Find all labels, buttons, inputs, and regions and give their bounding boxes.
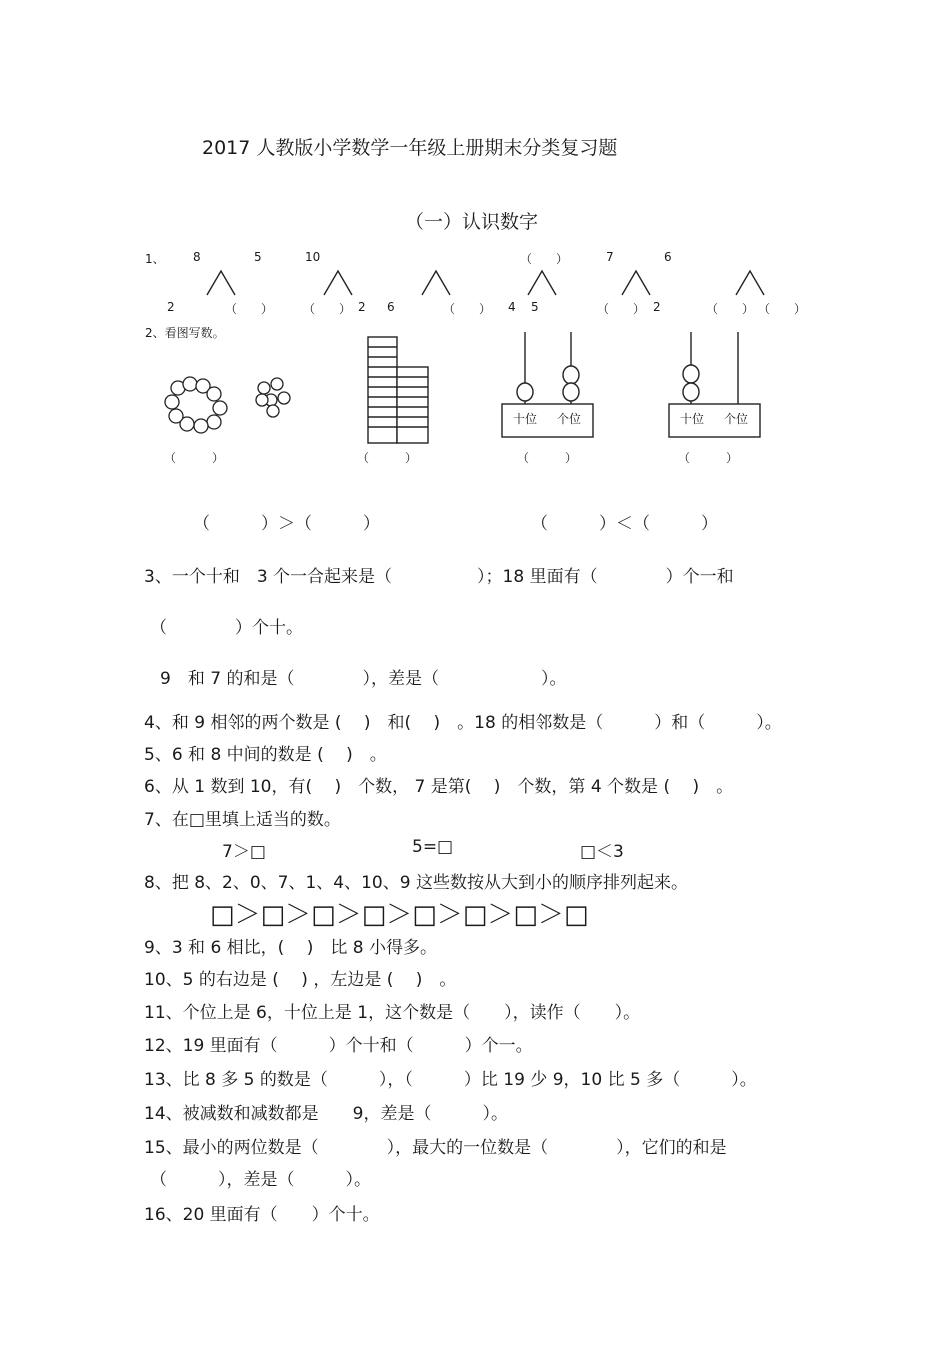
question-3c: 9 和 7 的和是（ ），差是（ ）。 [160,669,567,689]
q1-label: 1、 [145,252,165,266]
question-11: 11、个位上是 6，十位上是 1，这个数是（ ），读作（ ）。 [144,1003,641,1023]
question-15a: 15、最小的两位数是（ ），最大的一位数是（ ），它们的和是 [144,1138,727,1158]
question-7: 7、在□里填上适当的数。 [144,810,341,830]
abacus-2-tens-label: 十位 [680,412,705,426]
q1-bottom-blank-5[interactable]: （ ） [706,302,755,316]
question-7-c[interactable]: □＜3 [580,842,624,862]
q1-top-6: 6 [664,250,672,264]
question-9: 9、3 和 6 相比，( ) 比 8 小得多。 [144,938,437,958]
section-title: （一）认识数字 [405,211,539,233]
branch-4 [528,271,556,295]
q2-blank-1[interactable]: （ ） [164,451,225,465]
q1-top-4[interactable]: （ ） [520,252,569,266]
branch-5 [622,271,650,295]
q1-bottom-val-5: 5 [531,300,539,314]
question-12: 12、19 里面有（ ）个十和（ ）个一。 [144,1036,533,1056]
branch-6 [736,271,764,295]
q1-bottom-val-6: 6 [387,300,395,314]
question-7-a[interactable]: 7＞□ [222,842,266,862]
question-15b: （ ），差是（ ）。 [150,1170,371,1190]
question-16: 16、20 里面有（ ）个十。 [144,1205,380,1225]
q1-top-3: 10 [305,250,321,264]
question-13: 13、比 8 多 5 的数是（ ），（ ）比 19 少 9，10 比 5 多（ ）。 [144,1070,757,1090]
q1-top-2: 5 [254,250,262,264]
q1-bottom-blank-1[interactable]: （ ） [225,302,274,316]
q2-label: 2、看图写数。 [145,326,225,340]
q1-bottom-blank-6[interactable]: （ ） [758,302,807,316]
block-stack-illustration [360,335,440,445]
question-8: 8、把 8、2、0、7、1、4、10、9 这些数按从大到小的顺序排列起来。 [144,873,688,893]
q1-bottom-blank-3[interactable]: （ ） [443,302,492,316]
circle-group-illustration [0,345,950,455]
q2-blank-4[interactable]: （ ） [678,451,739,465]
question-5: 5、6 和 8 中间的数是 ( ) 。 [144,745,387,765]
branch-1 [207,271,235,295]
question-6: 6、从 1 数到 10，有( ) 个数， 7 是第( ) 个数，第 4 个数是 ( ) 。 [144,777,734,797]
q1-top-1: 8 [193,250,201,264]
q2-blank-2[interactable]: （ ） [357,451,418,465]
document-title: 2017 人教版小学数学一年级上册期末分类复习题 [202,137,618,159]
q1-bottom-val-2: 2 [358,300,366,314]
branch-2 [324,271,352,295]
q1-bottom-val-4: 4 [508,300,516,314]
question-3b: （ ）个十。 [150,618,303,638]
q2-blank-3[interactable]: （ ） [517,451,578,465]
question-3a: 3、一个十和 3 个一合起来是（ ）；18 里面有（ ）个一和 [144,567,734,587]
abacus-2-ones-label: 个位 [724,412,749,426]
q1-bottom-val-2b: 2 [653,300,661,314]
abacus-1-tens-label: 十位 [513,412,538,426]
question-10: 10、5 的右边是 ( ) ，左边是 ( ) 。 [144,970,457,990]
q2-compare-greater[interactable]: （ ）＞（ ） [193,514,380,534]
question-14: 14、被减数和减数都是 9，差是（ ）。 [144,1104,508,1124]
abacus-1-ones-label: 个位 [557,412,582,426]
q1-top-5: 7 [606,250,614,264]
q1-bottom-blank-2[interactable]: （ ） [303,302,352,316]
q2-compare-less[interactable]: （ ）＜（ ） [531,514,718,534]
question-7-b[interactable]: 5=□ [412,837,454,857]
question-4: 4、和 9 相邻的两个数是 ( ) 和( ) 。18 的相邻数是（ ）和（ ）。 [144,713,782,733]
q1-bottom-2: 2 [167,300,175,314]
q1-bottom-blank-4[interactable]: （ ） [597,302,646,316]
branch-3 [422,271,450,295]
question-8-ordering-boxes[interactable]: □＞□＞□＞□＞□＞□＞□＞□ [210,900,589,930]
